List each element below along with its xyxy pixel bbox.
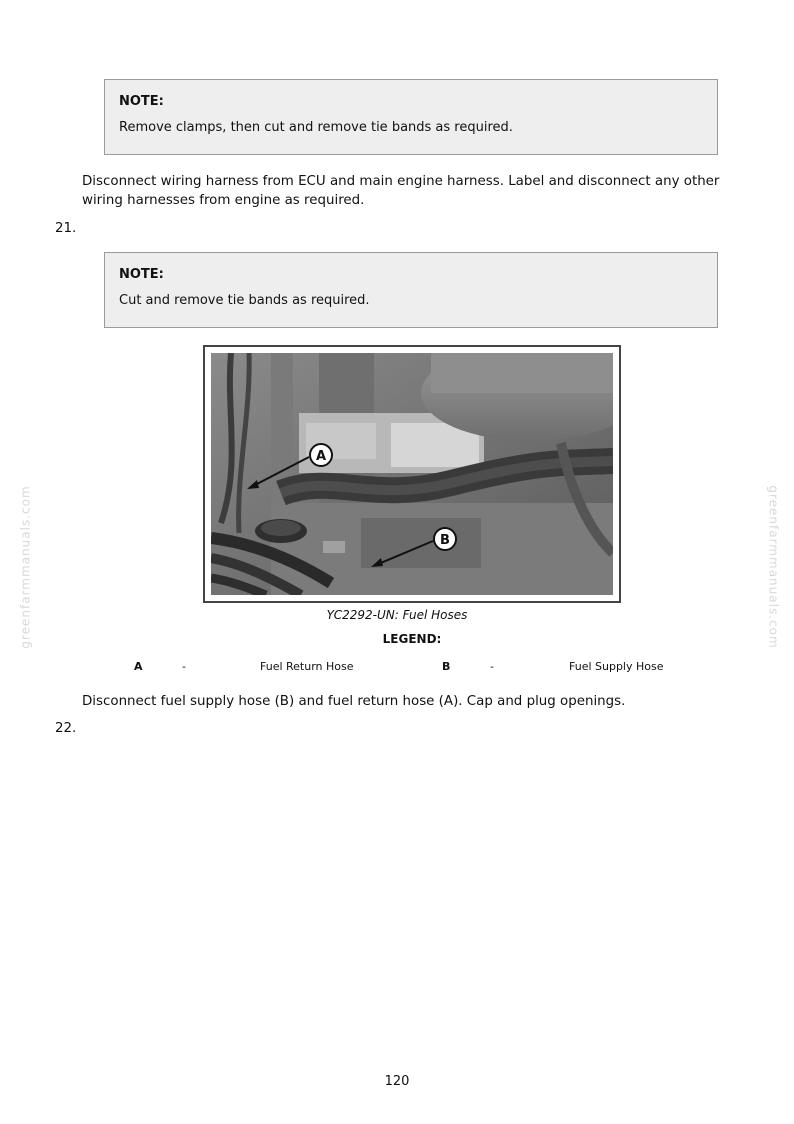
figure-caption: YC2292-UN: Fuel Hoses — [326, 608, 468, 622]
harness-paragraph: Disconnect wiring harness from ECU and main engine harness. Label and disconnect any other wiring harnesses from engine as required. — [82, 174, 720, 208]
fuel-hoses-figure — [203, 345, 621, 603]
page-number: 120 — [384, 1074, 410, 1089]
step-number: 22. — [55, 721, 77, 736]
legend-label-a: Fuel Return Hose — [260, 660, 354, 673]
note-box — [104, 79, 718, 155]
note-title: NOTE: — [119, 94, 164, 109]
callout-a-label: A — [315, 449, 327, 464]
step-number: 21. — [55, 221, 77, 236]
note-body: Remove clamps, then cut and remove tie bands as required. — [119, 120, 513, 135]
legend-label-b: Fuel Supply Hose — [569, 660, 664, 673]
legend-key-a: A — [134, 660, 143, 673]
fuel-paragraph: Disconnect fuel supply hose (B) and fuel return hose (A). Cap and plug openings. — [82, 694, 626, 709]
watermark-right: greenfarmmanuals.com — [766, 485, 781, 649]
legend-title: LEGEND: — [382, 632, 442, 646]
legend-key-b: B — [442, 660, 451, 673]
watermark-left: greenfarmmanuals.com — [18, 485, 33, 649]
legend-sep-b: - — [490, 660, 494, 673]
callout-b-label: B — [440, 533, 450, 548]
note-box — [104, 252, 718, 328]
note-title: NOTE: — [119, 267, 164, 282]
legend-sep-a: - — [182, 660, 186, 673]
note-body: Cut and remove tie bands as required. — [119, 293, 370, 308]
engine-photo — [211, 353, 613, 595]
